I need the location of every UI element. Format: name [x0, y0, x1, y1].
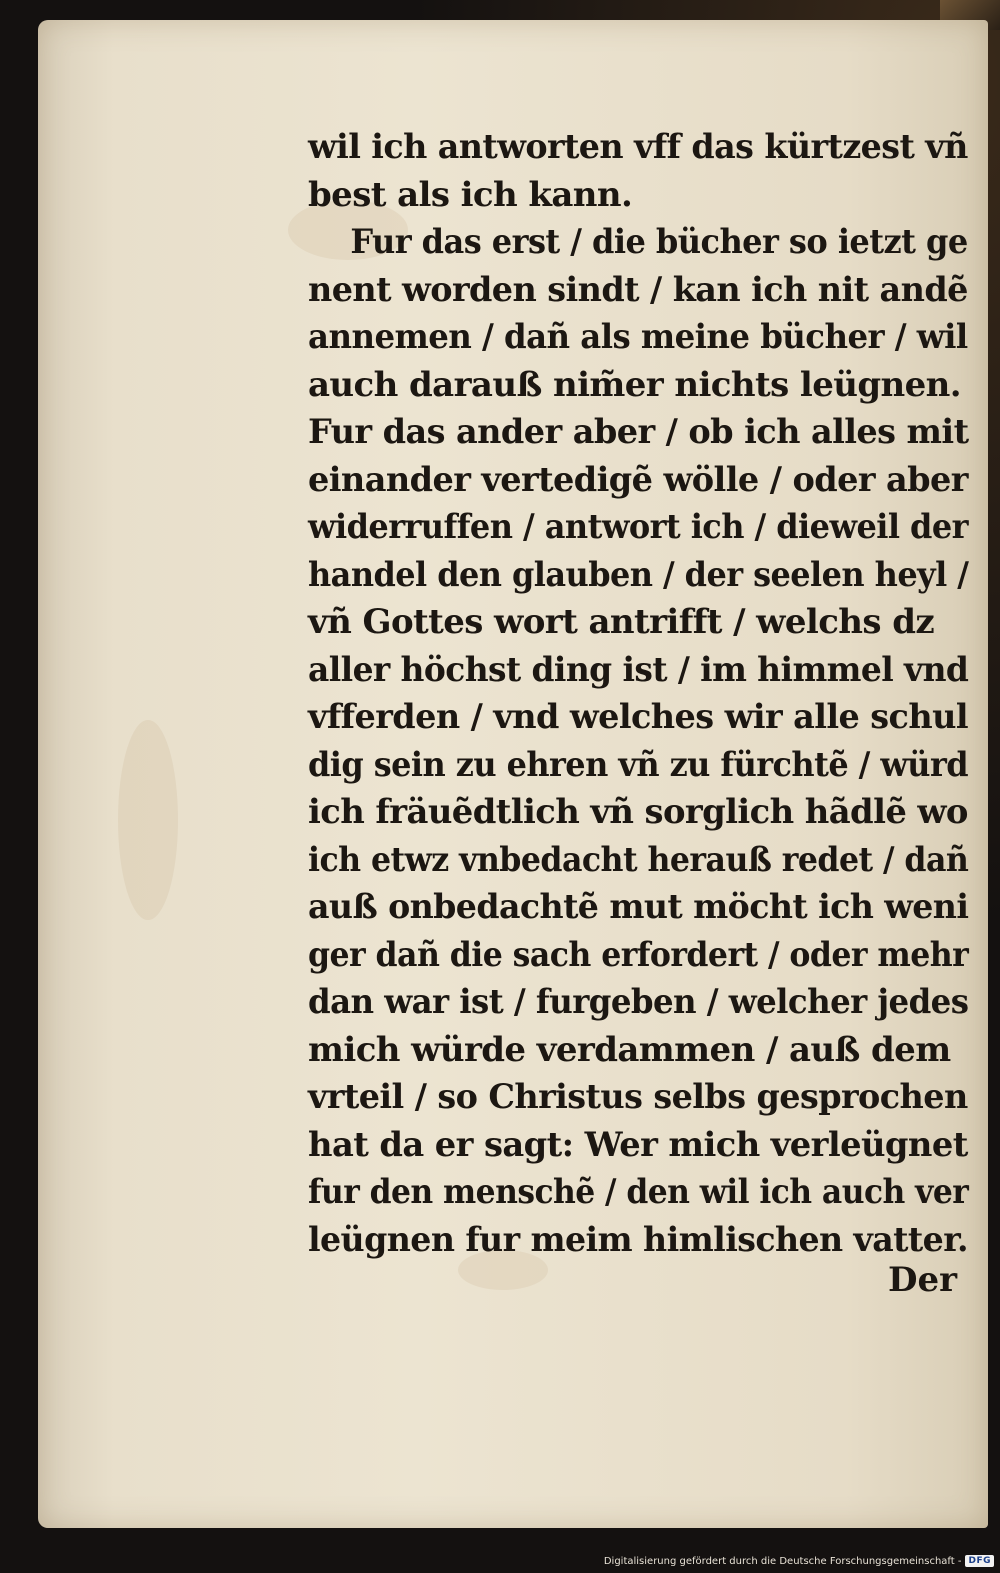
- text-line: fur den menschẽ / den wil ich auch ver: [308, 1172, 969, 1212]
- text-line: widerruffen / antwort ich / dieweil der: [308, 507, 968, 547]
- text-line: vñ Gottes wort antrifft / welchs dz: [308, 602, 935, 642]
- text-line: hat da er sagt: Wer mich verleügnet: [308, 1124, 968, 1165]
- text-line: vfferden / vnd welches wir alle schul: [308, 697, 968, 737]
- text-line: dig sein zu ehren vñ zu fürchtẽ / würd: [308, 744, 969, 785]
- text-line: mich würde verdammen / auß dem: [308, 1029, 951, 1070]
- text-line: nent worden sindt / kan ich nit andẽ: [308, 269, 968, 310]
- text-line: Fur das ander aber / ob ich alles mit: [308, 412, 969, 452]
- text-line: einander vertedigẽ wölle / oder aber: [308, 459, 968, 500]
- digitization-credit: [604, 1553, 994, 1569]
- paper-stain: [118, 720, 178, 920]
- text-line: aller höchst ding ist / im himmel vnd: [308, 649, 969, 690]
- text-line: handel den glauben / der seelen heyl /: [308, 554, 969, 595]
- text-line: auch darauß nim̃er nichts leügnen.: [308, 364, 962, 405]
- text-line: Fur das erst / die bücher so ietzt ge: [308, 222, 968, 262]
- catchword: Der: [888, 1260, 958, 1300]
- text-line: vrteil / so Christus selbs gesprochen: [308, 1077, 968, 1117]
- book-page: [38, 20, 988, 1528]
- body-text: [308, 124, 968, 1264]
- text-line: annemen / dañ als meine bücher / wil: [308, 317, 968, 357]
- credit-text: Digitalisierung gefördert durch die Deutsche Forschungsgemeinschaft -: [603, 1555, 962, 1567]
- text-line: leügnen fur meim himlischen vatter.: [308, 1219, 969, 1260]
- text-line: auß onbedachtẽ mut möcht ich weni: [308, 887, 969, 927]
- text-line: dan war ist / furgeben / welcher jedes: [308, 982, 969, 1022]
- dfg-logo: DFG: [965, 1555, 994, 1567]
- text-line: ich etwz vnbedacht herauß redet / dañ: [308, 839, 969, 880]
- text-line: ger dañ die sach erfordert / oder mehr: [308, 934, 969, 975]
- text-line: wil ich antworten vff das kürtzest vñ: [308, 127, 968, 167]
- text-line: ich fräuẽdtlich vñ sorglich hãdlẽ wo: [308, 792, 968, 832]
- text-line: best als ich kann.: [308, 174, 633, 215]
